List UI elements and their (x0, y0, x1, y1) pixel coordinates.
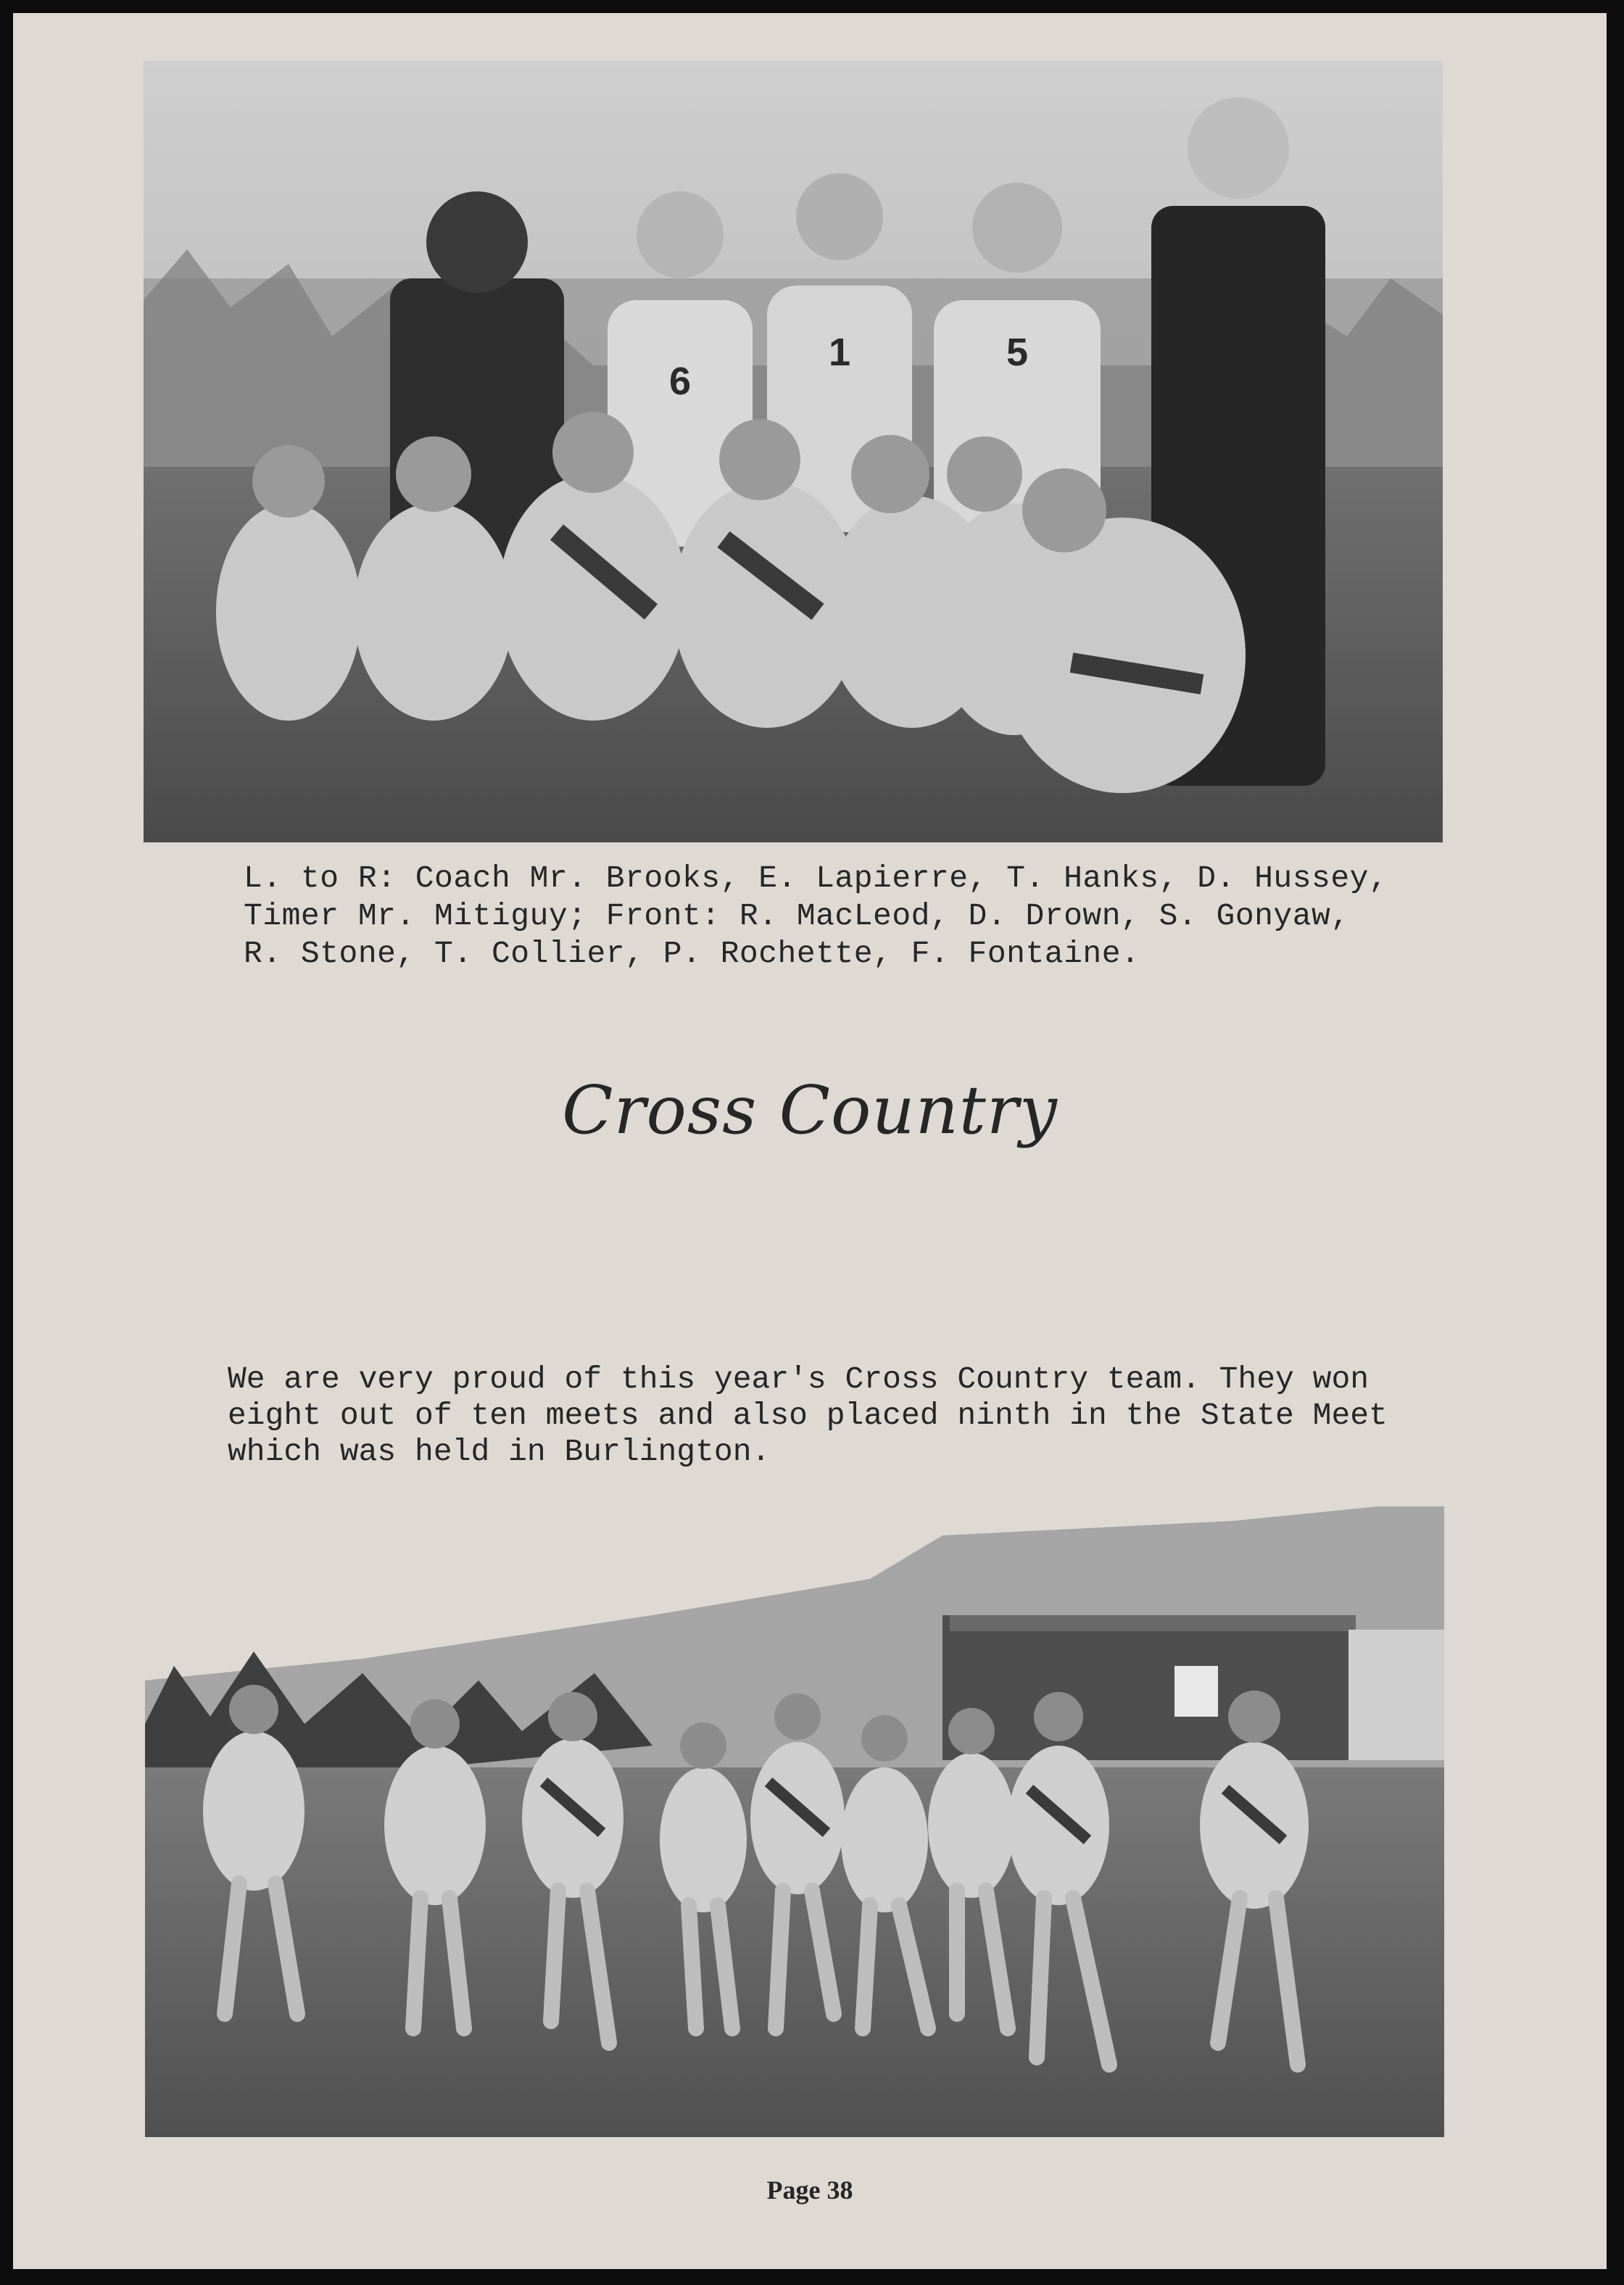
yearbook-page (13, 13, 1607, 2269)
page-number: Page 38 (766, 2176, 853, 2205)
caption-line: L. to R: Coach Mr. Brooks, E. Lapierre, T. Hanks, D. Hussey, (244, 860, 1388, 896)
photo-caption (244, 860, 1404, 973)
body-line: eight out of ten meets and also placed ninth in the State Meet (228, 1398, 1388, 1433)
running-photo (145, 1506, 1444, 2137)
body-paragraph (228, 1361, 1417, 1470)
running-photo-illustration (145, 1506, 1444, 2137)
caption-line: Timer Mr. Mitiguy; Front: R. MacLeod, D. Drown, S. Gonyaw, (244, 898, 1350, 934)
jersey-number-1: 1 (828, 331, 851, 374)
body-line: We are very proud of this year's Cross Country team. They won (228, 1361, 1370, 1397)
page-title: Cross Country (562, 1071, 1058, 1149)
body-line: which was held in Burlington. (228, 1434, 771, 1469)
team-photo (144, 61, 1443, 842)
team-photo-illustration (144, 61, 1443, 842)
jersey-number-6: 6 (668, 360, 692, 403)
caption-line: R. Stone, T. Collier, P. Rochette, F. Fontaine. (244, 936, 1140, 971)
jersey-number-5: 5 (1006, 331, 1029, 374)
